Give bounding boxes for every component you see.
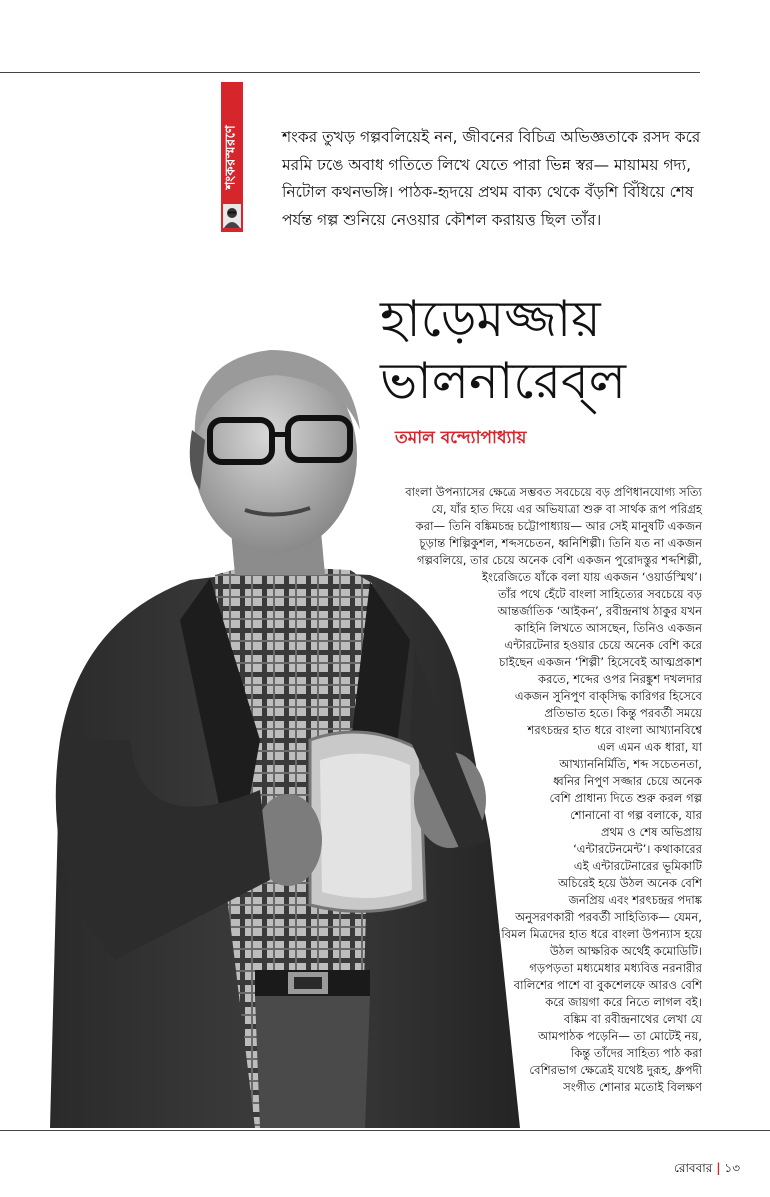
body-line: শরৎচন্দ্রর হাত ধরে বাংলা আখ্যানবিশ্বে [527,723,702,737]
author-byline: তমাল বন্দ্যোপাধ্যায় [395,428,527,448]
body-line: করা— তিনি বঙ্কিমচন্দ্র চট্টোপাধ্যায়— আর সেই মানুষটি একজন [415,519,702,533]
body-line: প্রথম ও শেষ অভিপ্রায় [601,825,702,839]
body-line: বঙ্কিম বা রবীন্দ্রনাথের লেখা যে [563,1012,702,1026]
body-line: জনপ্রিয় এবং শরৎচন্দ্রর পদাঙ্ক [568,893,702,907]
body-line: অচিরেই হয়ে উঠল অনেক বেশি [558,876,702,890]
body-line: চূড়ান্ত শিল্পিকুশল, শব্দসচেতন, ধ্বনিশিল্পী। তিনি যত না একজন [419,536,702,550]
body-line: আন্তর্জাতিক ‘আইকন’, রবীন্দ্রনাথ ঠাকুর যখন [497,604,702,618]
body-line: সংগীত শোনার মতোই বিলক্ষণ [563,1080,702,1094]
section-label-text: শংকরস্মরণে [223,124,239,190]
body-line: শোনানো বা গল্প বলাকে, যার [570,808,702,822]
body-line: ‘এন্টারটেনমেন্ট’। কথাকারের [573,842,702,856]
body-line: এই এন্টারটেনারের ভূমিকাটি [573,859,702,873]
body-line: কিন্তু তাঁদের সাহিত্য পাঠ করা [570,1046,702,1060]
body-line: আমপাঠক পড়েনি— তা মোটেই নয়, [538,1029,702,1043]
page-footer [674,1160,740,1180]
body-line: কাহিনি লিখতে আসছেন, তিনিও একজন [514,621,702,635]
intro-paragraph: শংকর তুখড় গল্পবলিয়েই নন, জীবনের বিচিত্র অভিজ্ঞতাকে রসদ করে মরমি ঢঙে অবাধ গতিতে লিখে যেতে পারা ভিন্ন স্বর— মায়াময় গদ্য, নিটোল কথনভঙ্গি। পাঠক-হৃদয়ে প্রথম বাক্য থেকে বঁড়শি বিঁধিয়ে শেষ পর্যন্ত গল্প শুনিয়ে নেওয়ার কৌশল করায়ত্ত ছিল তাঁর। [282,128,701,229]
body-line: ইংরেজিতে যাঁকে বলা যায় একজন ‘ওয়ার্ডস্মিথ’। [482,570,702,584]
headline [380,288,710,412]
body-line: চাইছেন একজন ‘শিল্পী’ হিসেবেই আত্মপ্রকাশ [499,655,702,669]
body-line: বালিশের পাশে বা বুকশেলফে আরও বেশি [513,978,702,992]
body-line: করে জায়গা করে নিতে লাগল বই। [545,995,702,1009]
body-line: প্রতিভাত হতে। কিন্তু পরবর্তী সময়ে [544,706,702,720]
headline-line-1: হাড়েমজ্জায় [380,290,601,348]
body-line: বাংলা উপন্যাসের ক্ষেত্রে সম্ভবত সবচেয়ে বড় প্রণিধানযোগ্য সত্যি [405,485,702,499]
body-line: বিমল মিত্রদের হাত ধরে বাংলা উপন্যাস হয়ে [501,927,702,941]
body-line: গল্পবলিয়ে, তার চেয়ে অনেক বেশি একজন পুরোদস্তুর শব্দশিল্পী, [417,553,702,567]
body-line: এল এমন এক ধারা, যা [597,740,702,754]
body-line: বেশিরভাগ ক্ষেত্রেই যথেষ্ট দুরূহ, ধ্রুপদী [529,1063,702,1077]
bottom-rule [0,1130,770,1131]
body-line: যে, যাঁর হাত দিয়ে এর অভিযাত্রা শুরু বা সার্থক রূপ পরিগ্রহ [431,502,702,516]
body-line: অনুসরণকারী পরবর্তী সাহিত্যিক— যেমন, [515,910,702,924]
body-line: গড়পড়তা মধ্যমেধার মধ্যবিত্ত নরনারীর [529,961,702,975]
body-line: একজন সুনিপুণ বাক্‌সিদ্ধ কারিগর হিসেবে [514,689,702,703]
headline-line-2: ভালনারেব্‌ল [380,352,627,410]
body-line: তাঁর পথে হেঁটে বাংলা সাহিত্যের সবচেয়ে বড় [498,587,702,601]
body-line: এন্টারটেনার হওয়ার চেয়ে অনেক বেশি করে [504,638,702,652]
body-line: আখ্যাননির্মিতি, শব্দ সচেতনতা, [559,757,702,771]
body-line: বেশি প্রাধান্য দিতে শুরু করল গল্প [549,791,702,805]
top-rule [0,72,700,73]
magazine-name: রোববার [673,1161,713,1175]
body-line: উঠল আক্ষরিক অর্থেই কমোডিটি। [549,944,702,958]
body-line: করতে, শব্দের ওপর নিরঙ্কুশ দখলদার [538,672,702,686]
page-number: ১৩ [724,1161,740,1175]
footer-divider: | [716,1161,721,1175]
author-thumbnail [221,202,243,230]
body-line: ধ্বনির নিপুণ সজ্জার চেয়ে অনেক [553,774,702,788]
